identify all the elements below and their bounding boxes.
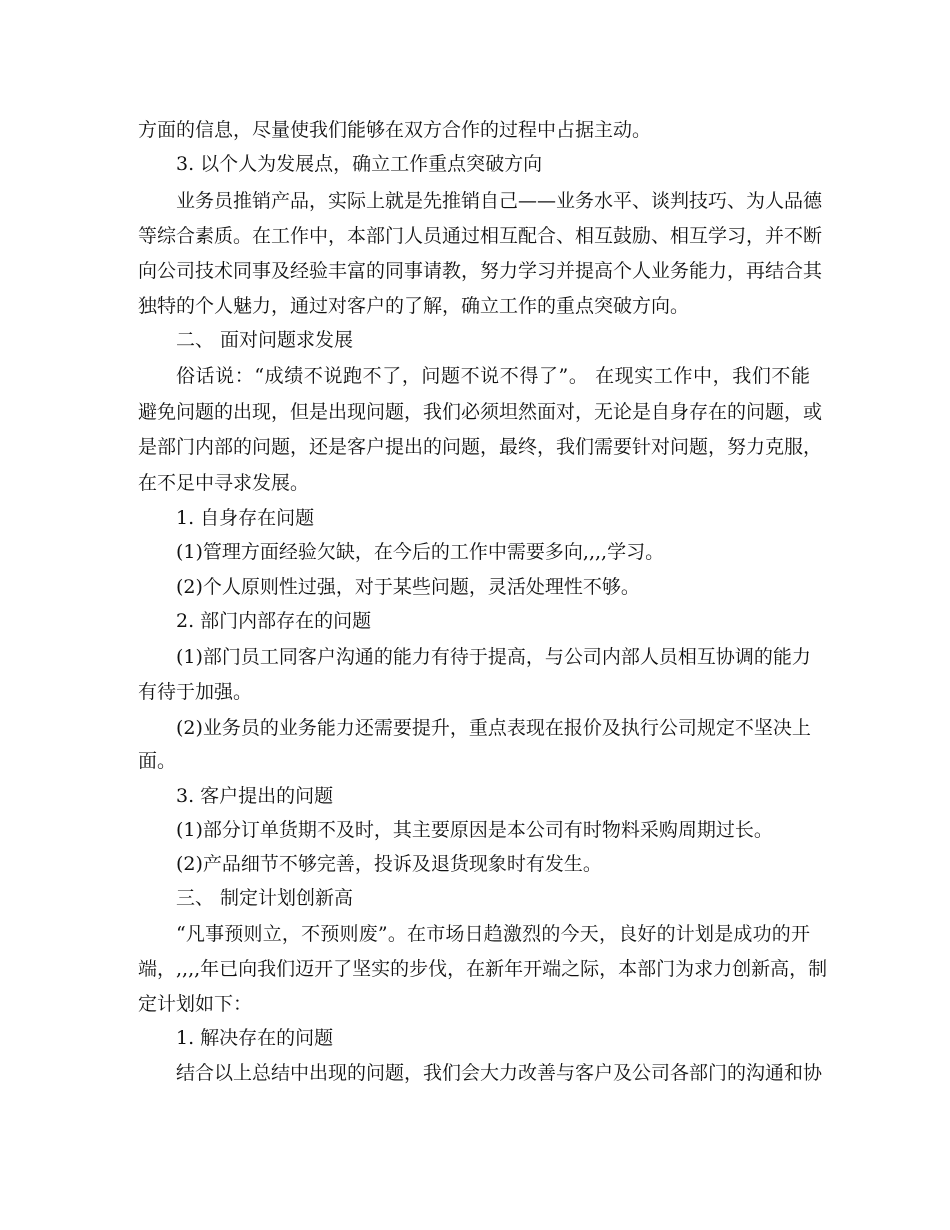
text-line (138, 254, 823, 288)
text-line (176, 1056, 823, 1090)
text-content: 3. 客户提出的问题 (176, 785, 334, 807)
section-heading (176, 779, 810, 813)
text-content: (1)部分订单货期不及时，其主要原因是本公司有时物料采购周期过长。 (176, 819, 773, 841)
list-item (176, 640, 810, 674)
text-content: 在不足中寻求发展。 (138, 472, 310, 494)
text-line (138, 289, 810, 323)
text-content: 等综合素质。在工作中，本部门人员通过相互配合、相互鼓励、相互学习，并不断 (138, 225, 823, 247)
text-content: 2. 部门内部存在的问题 (176, 610, 372, 632)
text-content: 方面的信息，尽量使我们能够在双方合作的过程中占据主动。 (138, 119, 652, 141)
text-line (138, 466, 810, 500)
section-heading (176, 323, 810, 357)
list-item (176, 847, 810, 881)
section-heading (176, 1021, 810, 1055)
text-line (176, 917, 810, 951)
text-content: 向公司技术同事及经验丰富的同事请教，努力学习并提高个人业务能力，再结合其 (138, 260, 823, 282)
section-heading (176, 501, 810, 535)
text-content: 三、 制定计划创新高 (176, 887, 354, 909)
text-line (138, 430, 823, 464)
text-content: 端，,,,,年已向我们迈开了坚实的步伐，在新年开端之际，本部门为求力创新高，制 (138, 958, 828, 980)
text-content: (2)业务员的业务能力还需要提升，重点表现在报价及执行公司规定不坚决上 (176, 717, 811, 739)
text-content: (2)产品细节不够完善，投诉及退货现象时有发生。 (176, 853, 602, 875)
text-content: 有待于加强。 (138, 681, 253, 703)
text-line (138, 395, 823, 429)
text-content: 定计划如下： (138, 993, 253, 1015)
text-content: (1)管理方面经验欠缺，在今后的工作中需要多向,,,,学习。 (176, 541, 665, 563)
text-line (138, 219, 823, 253)
text-content: 3. 以个人为发展点，确立工作重点突破方向 (176, 153, 543, 175)
text-content: 俗话说：“成绩不说跑不了，问题不说不得了”。 在现实工作中，我们不能 (176, 365, 810, 387)
text-content: 二、 面对问题求发展 (176, 329, 354, 351)
section-heading (176, 881, 810, 915)
list-item (176, 570, 810, 604)
text-line (138, 113, 810, 147)
section-heading (176, 147, 810, 181)
text-line (138, 675, 810, 709)
text-content: 避免问题的出现，但是出现问题，我们必须坦然面对，无论是自身存在的问题，或 (138, 401, 823, 423)
text-content: (1)部门员工同客户沟通的能力有待于提高，与公司内部人员相互协调的能力 (176, 646, 811, 668)
list-item (176, 813, 810, 847)
text-content: 1. 自身存在问题 (176, 507, 315, 529)
text-line (176, 184, 823, 218)
text-line (176, 359, 810, 393)
text-line (138, 987, 810, 1021)
text-content: 1. 解决存在的问题 (176, 1027, 334, 1049)
text-content: (2)个人原则性过强，对于某些问题，灵活处理性不够。 (176, 576, 640, 598)
text-content: 结合以上总结中出现的问题，我们会大力改善与客户及公司各部门的沟通和协 (176, 1062, 823, 1084)
section-heading (176, 604, 810, 638)
list-item (176, 535, 810, 569)
text-content: 是部门内部的问题，还是客户提出的问题，最终，我们需要针对问题，努力克服， (138, 436, 823, 458)
list-item (176, 711, 810, 745)
text-line (138, 744, 810, 778)
text-content: “凡事预则立，不预则废”。在市场日趋激烈的今天，良好的计划是成功的开 (176, 923, 810, 945)
text-content: 业务员推销产品，实际上就是先推销自己——业务水平、谈判技巧、为人品德 (176, 190, 823, 212)
text-line (138, 952, 828, 986)
text-content: 面。 (138, 750, 177, 772)
text-content: 独特的个人魅力，通过对客户的了解，确立工作的重点突破方向。 (138, 295, 690, 317)
